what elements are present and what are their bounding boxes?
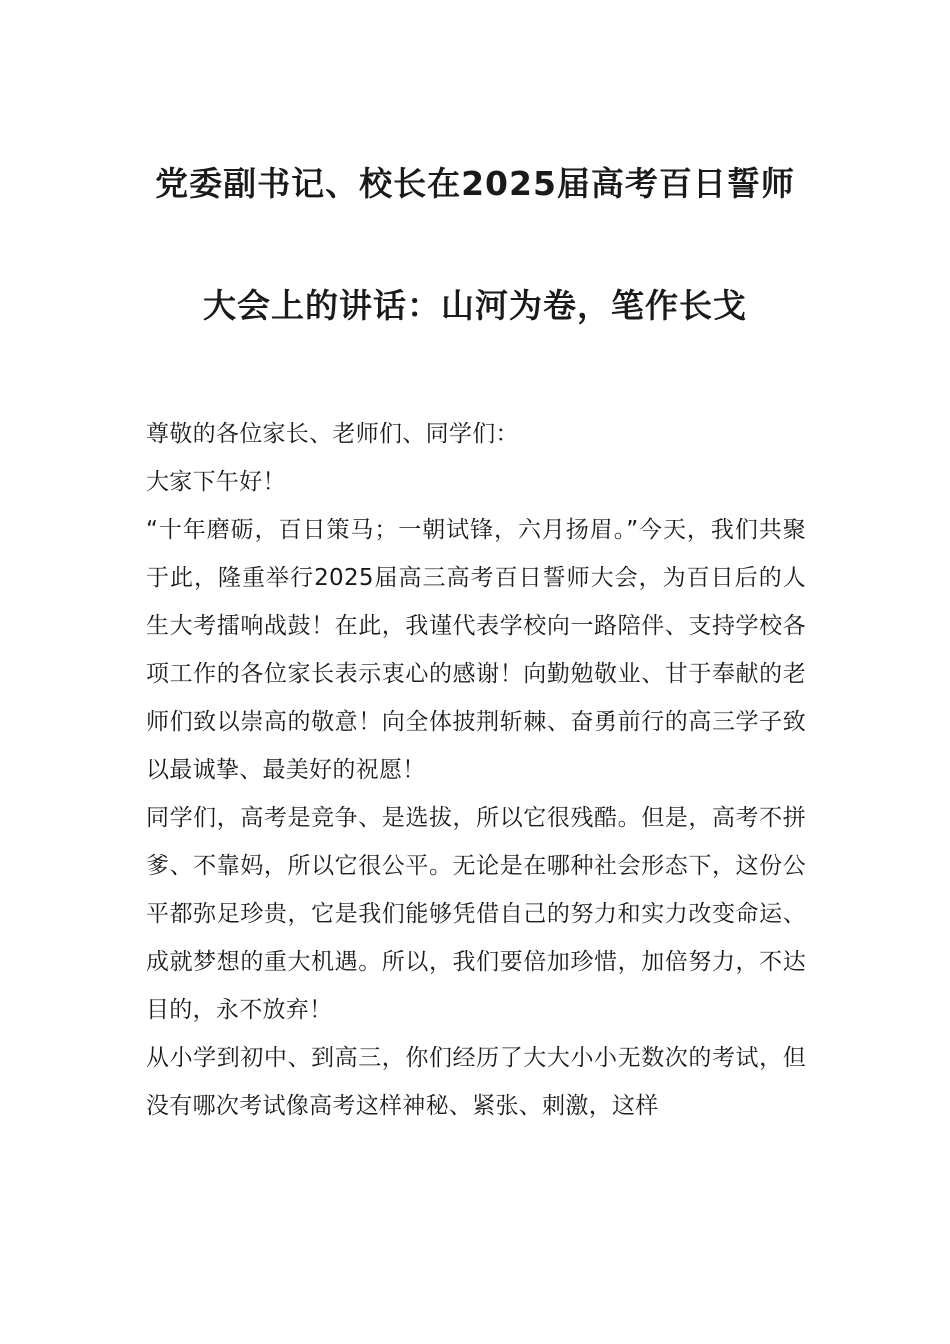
- document-title-line-1: 党委副书记、校长在2025届高考百日誓师: [155, 164, 795, 203]
- document-title-line-2: 大会上的讲话：山河为卷，笔作长戈: [203, 286, 747, 325]
- fairness-paragraph: 同学们，高考是竞争、是选拔，所以它很残酷。但是，高考不拼爹、不靠妈，所以它很公平。无论是在哪种社会形态下，这份公平都弥足珍贵，它是我们能够凭借自己的努力和实力改变命运、成就梦想的重大机遇。所以，我们要倍加珍惜，加倍努力，不达目的，永不放弃！: [146, 805, 806, 1023]
- exam-experience-paragraph: 从小学到初中、到高三，你们经历了大大小小无数次的考试，但没有哪次考试像高考这样神秘、紧张、刺激，这样: [146, 1045, 806, 1119]
- opening-paragraph: “十年磨砺，百日策马；一朝试锋，六月扬眉。”今天，我们共聚于此，隆重举行2025届高三高考百日誓师大会，为百日后的人生大考擂响战鼓！在此，我谨代表学校向一路陪伴、支持学校各项工作的各位家长表示衷心的感谢！向勤勉敬业、甘于奉献的老师们致以崇高的敬意！向全体披荆斩棘、奋勇前行的高三学子致以最诚挚、最美好的祝愿！: [146, 517, 806, 783]
- salutation-paragraph: 尊敬的各位家长、老师们、同学们：: [146, 421, 519, 447]
- greeting-paragraph: 大家下午好！: [146, 469, 286, 495]
- document-body: [146, 410, 806, 1130]
